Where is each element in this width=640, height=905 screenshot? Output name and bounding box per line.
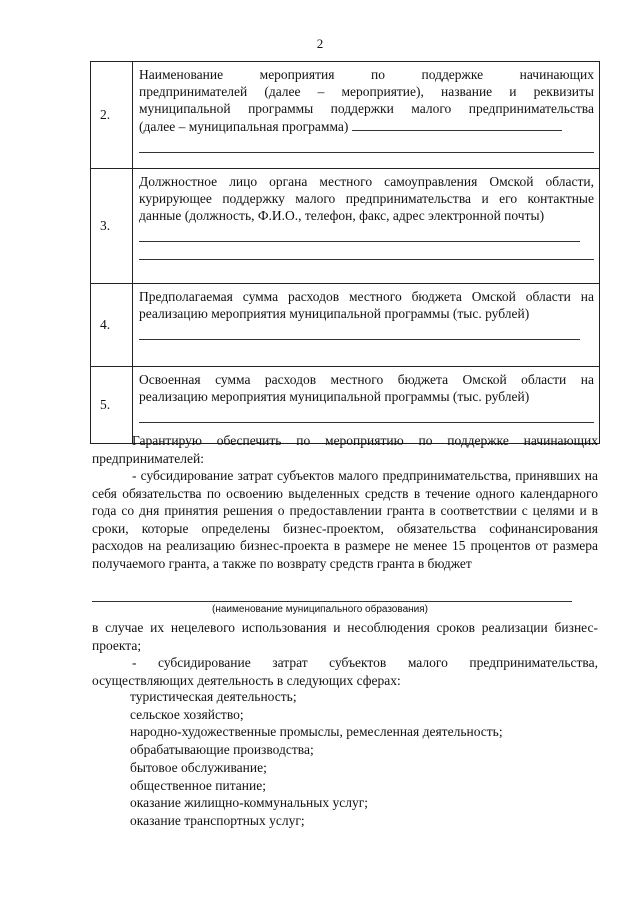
subsidy-item-paragraph: - субсидирование затрат субъектов малого предпринимательства, осуществляющих деятельность в следующих сферах: [92,655,598,688]
row-text-line: Предполагаемая сумма расходов местного бюджета Омской области на [139,289,594,304]
page-number: 2 [316,36,324,51]
row-text-line: курирующее поддержку малого предпринимательства и его контактные [139,191,594,206]
fill-in-line[interactable] [139,322,580,340]
fill-in-line[interactable] [352,117,562,131]
fill-in-line[interactable] [139,224,580,242]
subsidy-item-paragraph: - субсидирование затрат субъектов малого предпринимательства, принявших на себя обязательства по освоению выделенных средств в течение одного календарного года со дня принятия решения о предоставлении гранта в соответствии с целями и в сроки, которые определены бизнес-проектом, обязательства софинансирования расходов на реализацию бизнес-проекта в размере не менее 15 процентов от размера получаемого гранта, а также по возврату средств гранта в бюджет [92,468,598,571]
list-item: обрабатывающие производства; [130,742,314,758]
table-row [91,284,600,367]
row-number: 2. [91,62,133,169]
list-item: народно-художественные промыслы, ремесленная деятельность; [130,724,503,740]
municipality-fill-line[interactable] [92,601,572,602]
row-number: 5. [91,367,133,444]
row-content [133,62,600,169]
table-row [91,62,600,169]
list-item: сельское хозяйство; [130,706,244,722]
guarantee-section [92,432,598,572]
list-item: оказание транспортных услуг; [130,812,305,828]
row-text-line: Освоенная сумма расходов местного бюджета Омской области на [139,372,594,387]
row-text-line [139,117,594,135]
application-form-table [90,61,600,444]
continuation-paragraph: в случае их нецелевого использования и несоблюдения сроков реализации бизнес-проекта; [92,620,598,653]
row-text-line: реализацию мероприятия муниципальной программы (тыс. рублей) [139,389,530,404]
row-content [133,169,600,284]
guarantee-paragraph: Гарантирую обеспечить по мероприятию по поддержке начинающих предпринимателей: [92,433,598,466]
row-number: 3. [91,169,133,284]
list-item: туристическая деятельность; [130,689,297,704]
fill-in-line[interactable] [139,405,594,423]
row-text-line: Наименование мероприятия по поддержке начинающих [139,67,594,82]
table-row [91,169,600,284]
fill-in-line[interactable] [139,135,594,153]
row-text-line: муниципальной программы поддержки малого предпринимательства [139,101,594,116]
row-number: 4. [91,284,133,367]
list-item: общественное питание; [130,777,266,793]
row-text: (далее – муниципальная программа) [139,119,349,134]
row-text-line: предпринимателей (далее – мероприятие), название и реквизиты [139,84,594,99]
municipality-caption: (наименование муниципального образования) [212,604,428,615]
list-item: оказание жилищно-коммунальных услуг; [130,795,368,811]
row-text-line: реализацию мероприятия муниципальной программы (тыс. рублей) [139,306,530,321]
row-text-line: данные (должность, Ф.И.О., телефон, факс, адрес электронной почты) [139,208,545,223]
continuation-section [92,619,598,689]
list-item: бытовое обслуживание; [130,759,267,775]
fill-in-line[interactable] [139,242,594,260]
spheres-list [130,688,600,830]
row-content [133,284,600,367]
row-text-line: Должностное лицо органа местного самоуправления Омской области, [139,174,594,189]
